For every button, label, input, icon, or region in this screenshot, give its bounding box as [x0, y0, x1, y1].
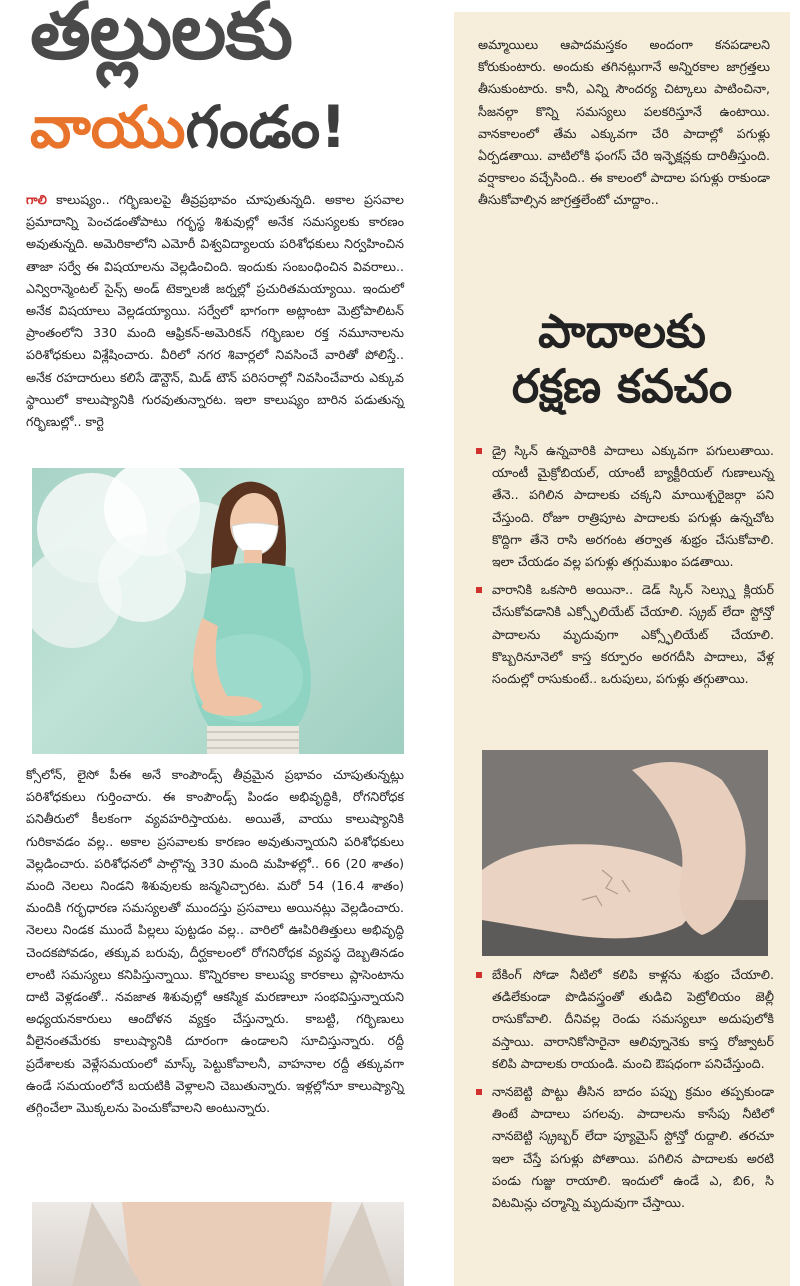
paragraph-1-text: కాలుష్యం.. గర్భిణులపై తీవ్రప్రభావం చూపుతున్నది. అకాల ప్రసవాల ప్రమాదాన్ని పెంచడంతోపాటు గర్భస్థ శిశువుల్లో అనేక సమస్యలకు కారణం అవుతున్నది. అమెరికాలోని ఎమోరీ విశ్వవిద్యాలయ పరిశోధకులు నిర్వహించిన తాజా సర్వే ఈ విషయాలను వెల్లడించింది. ఇందుకు సంబంధించిన వివరాలు.. ఎన్విరాన్మెంటల్ సైన్స్ అండ్ టెక్నాలజీ జర్నల్లో ప్రచురితమయ్యాయి. ఇందులో అనేక విషయాలు వెల్లడయ్యాయి. సర్వేలో భాగంగా అట్లాంటా మెట్రోపాలిటన్ ప్రాంతంలోని 330 మంది ఆఫ్రికన్-అమెరికన్ గర్భిణుల రక్త నమూనాలను పరిశోధకులు విశ్లేషించారు. వీరిలో నగర శివార్లలో నివసించే వారితో పోలిస్తే.. అనేక రహదారులు కలిసే డౌన్టౌన్, మిడ్ టౌన్ పరిసరాల్లో నివసించేవారు ఎక్కువ స్థాయిలో కాలుష్యానికి గురవుతున్నారట. ఇలా కాలుష్యం బారిన పడుతున్న గర్భిణుల్లో.. కార్టె	[26, 192, 404, 430]
bullet-icon	[476, 587, 482, 593]
article-paragraph-1	[26, 189, 404, 433]
headline-rest: గండం!	[185, 93, 347, 161]
tip-item	[474, 440, 774, 573]
headline-line2	[30, 93, 410, 161]
bullet-icon	[476, 448, 482, 454]
headline-line1: తల్లులకు	[30, 0, 292, 77]
tip-item	[474, 579, 774, 690]
headline-accent: వాయు	[30, 93, 186, 161]
article-paragraph-2: క్సోలోన్, లైసో పీఈ అనే కాంపౌండ్స్ తీవ్రమైన ప్రభావం చూపుతున్నట్లు పరిశోధకులు గుర్తించారు. ఈ కాంపౌండ్స్ పిండం అభివృద్ధికి, రోగనిరోధక పనితీరులో కీలకంగా వ్యవహరిస్తాయట. అయితే, వాయు కాలుష్యానికి గురికావడం వల్ల.. అకాల ప్రసవాలకు కారణం అవుతున్నాయని పరిశోధకులు వెల్లడించారు. పరిశోధనలో పాల్గొన్న 330 మంది మహిళల్లో.. 66 (20 శాతం) మంది నెలలు నిండని శిశువులకు జన్మనిచ్చారట. మరో 54 (16.4 శాతం) మందికి గర్భధారణ సమస్యలతో ముందస్తు ప్రసవాలు అయినట్లు వెల్లడించారు. నెలలు నిండక ముందే పిల్లలు పుట్టడం వల్ల.. వారిలో ఊపిరితిత్తులు అభివృద్ధి చెందకపోవడం, తక్కువ బరువు, దీర్ఘకాలంలో రోగనిరోధక వ్యవస్థ దెబ్బతినడం లాంటి సమస్యలు కనిపిస్తున్నాయి. కొన్నిరకాల కాలుష్య కారకాలు ప్లాసెంటాను దాటి వెళ్లడంతో.. నవజాత శిశువుల్లో ఆకస్మిక మరణాలూ సంభవిస్తున్నాయని అధ్యయనకారులు ఆందోళన వ్యక్తం చేస్తున్నారు. కాబట్టి, గర్భిణులు వీలైనంతమేరకు కాలుష్యానికి దూరంగా ఉండాలని సూచిస్తున్నారు. రద్దీ ప్రదేశాలకు వెళ్లేసమయంలో మాస్క్ పెట్టుకోవాలనీ, వాహనాల రద్దీ తక్కువగా ఉండే సమయంలోనే బయటికి వెళ్లాలని చెబుతున్నారు. ఇళ్లల్లోనూ కాలుష్యాన్ని తగ్గించేలా మొక్కలను పెంచుకోవాలని అంటున్నారు.	[26, 767, 404, 1116]
tips-list-bottom	[474, 964, 774, 1214]
tip-text: నానబెట్టి పొట్టు తీసిన బాదం పప్పు క్రమం తప్పకుండా తింటే పాదాలు పగలవు. పాదాలను కాసేపు నీటిలో నానబెట్టి స్క్రబ్బర్ లేదా ప్యూమైస్ స్టోన్తో రుద్దాలి. తరచూ ఇలా చేస్తే పగుళ్లు పోతాయి. పగిలిన పాదాలకు అరటి పండు గుజ్జు రాయాలి. ఇందులో ఉండే ఎ, బి6, సి విటమిన్లు చర్మాన్ని మృదువుగా చేస్తాయి.	[492, 1084, 774, 1211]
foot-care-sidebar	[454, 12, 790, 1286]
sidebar-heading-line2: రక్షణ కవచం	[511, 359, 733, 414]
tip-text: వారానికి ఒకసారి అయినా.. డెడ్ స్కిన్ సెల్స్ను క్లియర్ చేసుకోవడానికి ఎక్స్ఫోలియేట్ చేయాలి. స్క్రబ్ లేదా స్టోన్తో పాదాలను మృదువుగా ఎక్స్ఫోలియేట్ చేయాలి. కొబ్బరినూనెలో కాస్త కర్పూరం అరగదీసి పాదాలు, వేళ్ల సందుల్లో రాసుకుంటే.. ఒరుపులు, పగుళ్లు తగ్గుతాయి.	[492, 582, 774, 687]
pregnant-woman-mask-photo	[32, 468, 404, 754]
bullet-icon	[476, 972, 482, 978]
cracked-heels-photo	[482, 750, 768, 956]
tips-list-top	[474, 440, 774, 690]
sidebar-heading	[454, 304, 790, 414]
tip-item	[474, 964, 774, 1075]
article-left-column	[22, 0, 414, 1286]
sidebar-intro: అమ్మాయిలు ఆపాదమస్తకం అందంగా కనపడాలని కోరుకుంటారు. అందుకు తగినట్లుగానే అన్నిరకాల జాగ్రత్తలు తీసుకుంటారు. కానీ, ఎన్ని సౌందర్య చిట్కాలు పాటించినా, సీజనల్గా కొన్ని సమస్యలు పలకరిస్తూనే ఉంటాయి. వానకాలంలో తేమ ఎక్కువగా చేరి పాదాల్లో పగుళ్లు ఏర్పడతాయి. వాటిలోకి ఫంగస్ చేరి ఇన్ఫెక్షన్లకు దారితీస్తుంది. వర్షాకాలం వచ్చేసింది.. ఈ కాలంలో పాదాల పగుళ్లు రాకుండా తీసుకోవాల్సిన జాగ్రత్తలేంటో చూద్దాం..	[478, 37, 770, 208]
sidebar-heading-line1: పాదాలకు	[538, 304, 706, 358]
tip-text: డ్రై స్కిన్ ఉన్నవారికి పాదాలు ఎక్కువగా పగులుతాయి. యాంటీ మైక్రోబియల్, యాంటీ బ్యాక్టీరియల్ గుణాలున్న తేనె.. పగిలిన పాదాలకు చక్కని మాయిశ్చరైజర్గా పని చేస్తుంది. రోజూ రాత్రిపూట పాదాలకు పగుళ్లు ఉన్నచోట కొద్దిగా తేనె రాసి అరగంట తర్వాత శుభ్రం చేసుకోవాలి. ఇలా చేయడం వల్ల పగుళ్లు తగ్గుముఖం పడతాయి.	[492, 443, 774, 570]
tip-text: బేకింగ్ సోడా నీటిలో కలిపి కాళ్లను శుభ్రం చేయాలి. తడిలేకుండా పొడివస్త్రంతో తుడిచి పెట్రోలియం జెల్లీ రాసుకోవాలి. దీనివల్ల రెండు సమస్యలూ అదుపులోకి వస్తాయి. వారానికోసారైనా ఆలివ్నూనెకు కాస్త రోజ్వాటర్ కలిపి పాదాలకు రాయండి. మంచి ఔషధంగా పనిచేస్తుంది.	[492, 967, 774, 1071]
lead-word: గాలి	[26, 192, 47, 207]
tip-item	[474, 1081, 774, 1214]
bullet-icon	[476, 1089, 482, 1095]
woman-neck-photo	[32, 1202, 404, 1286]
